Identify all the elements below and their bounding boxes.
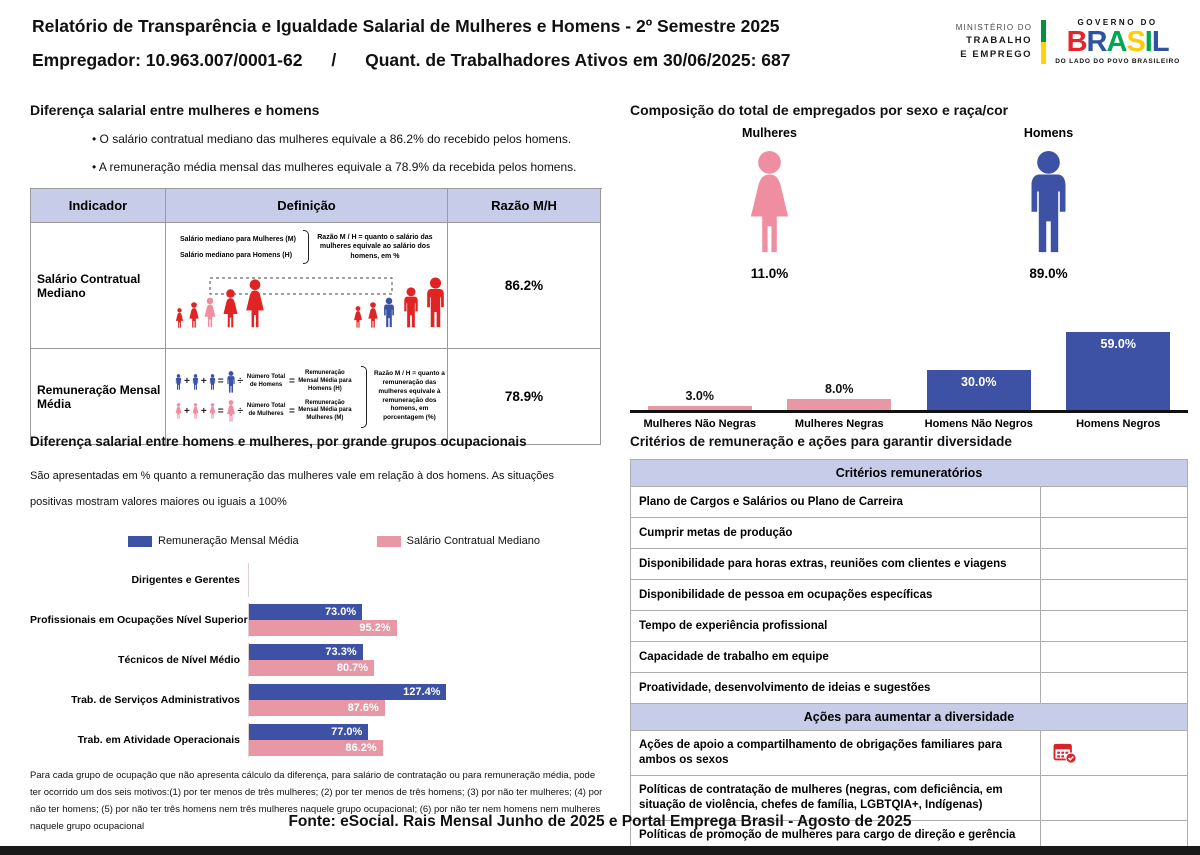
- ministry-wordmark: [956, 23, 1033, 60]
- bullet-median-salary: • O salário contratual mediano das mulheres equivale a 86.2% do recebido pelos homens.: [92, 132, 602, 146]
- section-composition: [630, 102, 1188, 430]
- ministry-line1: MINISTÉRIO DO: [955, 23, 1033, 32]
- legend-swatch-blue: [128, 536, 152, 547]
- gov-logo-bottom-text: DO LADO DO POVO BRASILEIRO: [1055, 58, 1180, 65]
- bar-value-label: 127.4%: [403, 686, 441, 698]
- criteria-label: Ações de apoio a compartilhamento de obrigações familiares para ambos os sexos: [631, 731, 1041, 775]
- page-title: Relatório de Transparência e Igualdade Salarial de Mulheres e Homens - 2º Semestre 2025: [32, 16, 780, 36]
- category-label: Mulheres Não Negras: [643, 418, 756, 430]
- median-women-label: Salário mediano para Mulheres (M): [180, 235, 296, 243]
- ratio-explanation: Razão M / H = quanto o salário das mulheres equivale ao salário dos homens, em %: [317, 233, 433, 260]
- criteria-row: [631, 518, 1187, 549]
- man-icon: [225, 371, 237, 393]
- criteria-value-cell: [1041, 611, 1187, 641]
- bar: [249, 740, 383, 756]
- definition-mean-remuneration: [166, 349, 448, 445]
- bullet-mean-remuneration: • A remuneração média mensal das mulheres equivale a 78.9% da recebida pelos homens.: [92, 160, 602, 174]
- bar: [1066, 332, 1170, 410]
- criteria-row: [631, 580, 1187, 611]
- legend-swatch-pink: [377, 536, 401, 547]
- bar-value-label: 73.3%: [325, 646, 357, 658]
- criteria-value-cell: [1041, 642, 1187, 672]
- woman-icon: [208, 403, 217, 419]
- criteria-value-cell: [1041, 673, 1187, 703]
- brasil-letter: A: [1106, 26, 1127, 58]
- salary-gap-title: Diferença salarial entre mulheres e homens: [30, 102, 320, 118]
- bar: [249, 620, 397, 636]
- occupation-row: [30, 603, 612, 637]
- bottom-edge-bar: [0, 846, 1200, 855]
- woman-icon: [742, 150, 797, 254]
- occupations-bar-chart: [30, 563, 612, 757]
- active-workers: Quant. de Trabalhadores Ativos em 30/06/2025: 687: [365, 50, 791, 70]
- indicator-table: [30, 188, 602, 445]
- occupation-label: Trab. de Serviços Administrativos: [71, 694, 240, 706]
- criteria-label: Políticas de contratação de mulheres (negras, com deficiência, em situação de violência, chefes de família, LGBTQIA+, Indígenas): [631, 776, 1041, 820]
- brasil-letter: R: [1086, 26, 1107, 58]
- criteria-label: Capacidade de trabalho em equipe: [631, 642, 1041, 672]
- bracket-shape: [361, 366, 367, 428]
- employer-line: [32, 50, 912, 71]
- bracket-shape: [303, 230, 309, 264]
- legend-item-mensal-media: [128, 535, 299, 547]
- composition-bar-chart: [630, 317, 1188, 413]
- criteria-value-cell: [1041, 487, 1187, 517]
- section-criteria: [630, 434, 1188, 852]
- median-men-label: Salário mediano para Homens (H): [180, 251, 293, 259]
- bar-value-label: 8.0%: [825, 382, 854, 397]
- composition-bar-group: [909, 370, 1049, 410]
- bar: [927, 370, 1031, 410]
- man-icon: [191, 374, 200, 390]
- criteria-value-cell: [1041, 580, 1187, 610]
- pictogram-women: [630, 126, 909, 281]
- occupations-footnote: Para cada grupo de ocupação que não apresenta cálculo da diferença, para salário de contratação ou para remuneração média, pode ter ocorrido um dos seis motivos:(1) por ter menos de três mulheres; (2) por ter menos de três homens; (3) por não ter mulheres; (4) por não ter homens; (5) por não ter três homens nem três mulheres naquele grupo ocupacional; (6) por não ter nem homens nem mulheres naquele grupo ocupacional: [30, 770, 603, 833]
- criteria-row: [631, 673, 1187, 704]
- criteria-section-header: Ações para aumentar a diversidade: [631, 704, 1187, 731]
- woman-icon: [174, 403, 183, 419]
- indicator-median-salary: Salário Contratual Mediano: [31, 223, 166, 349]
- sex-pictograms: [630, 126, 1188, 281]
- occupations-legend: [128, 535, 612, 547]
- category-label: Homens Não Negros: [924, 418, 1033, 430]
- people-comparison-diagram: [174, 264, 450, 330]
- bar: [648, 406, 752, 410]
- occupations-title: Diferença salarial entre homens e mulheres, por grande grupos ocupacionais: [30, 434, 527, 449]
- criteria-section-header: Critérios remuneratórios: [631, 460, 1187, 487]
- brasil-wordmark: [1055, 28, 1180, 57]
- employer-id: Empregador: 10.963.007/0001-62: [32, 50, 303, 70]
- criteria-label: Proatividade, desenvolvimento de ideias e sugestões: [631, 673, 1041, 703]
- occupation-label: Técnicos de Nível Médio: [118, 654, 240, 666]
- salary-gap-bullets: [92, 132, 602, 174]
- brasil-letter: S: [1126, 26, 1145, 58]
- col-header-razao: Razão M/H: [448, 189, 601, 223]
- separator: /: [331, 50, 337, 70]
- equation-line: + + = ÷ Número Total de Homens = Remuneração Mensal Média para Homens (H): [174, 370, 354, 393]
- bar-pair: [248, 643, 612, 677]
- criteria-label: Disponibilidade para horas extras, reuniões com clientes e viagens: [631, 549, 1041, 579]
- bar: [249, 724, 368, 740]
- indicator-mean-remuneration-label: Remuneração Mensal Média: [37, 382, 161, 411]
- pictogram-women-value: 11.0%: [750, 266, 789, 281]
- indicator-mean-remuneration: [31, 349, 166, 445]
- flag-colors-divider: [1041, 20, 1046, 64]
- bar: [249, 644, 363, 660]
- bar-value-label: 30.0%: [961, 375, 997, 390]
- report-header: [32, 16, 912, 71]
- bar-pair: [248, 683, 612, 717]
- legend-label: Remuneração Mensal Média: [158, 535, 299, 547]
- bar: [787, 399, 891, 410]
- woman-icon: [191, 403, 200, 419]
- man-icon: [174, 374, 183, 390]
- ratio-explanation: Razão M / H = quanto a remuneração das mulheres equivale à remuneração dos homens, em porcentagem (%): [373, 370, 445, 422]
- criteria-title: Critérios de remuneração e ações para garantir diversidade: [630, 434, 1012, 449]
- criteria-row: [631, 611, 1187, 642]
- man-icon: [1021, 150, 1076, 254]
- people-pictogram-strip: [166, 264, 447, 335]
- criteria-label: Disponibilidade de pessoa em ocupações específicas: [631, 580, 1041, 610]
- ratio-mean-remuneration: 78.9%: [448, 349, 601, 445]
- bar-value-label: 86.2%: [345, 742, 377, 754]
- criteria-label: Cumprir metas de produção: [631, 518, 1041, 548]
- criteria-value-cell: [1041, 549, 1187, 579]
- criteria-row: [631, 731, 1187, 776]
- definition-median-salary: [166, 223, 448, 349]
- man-icon: [208, 374, 217, 390]
- ministry-line3: E EMPREGO: [960, 49, 1033, 60]
- bar-value-label: 95.2%: [359, 622, 391, 634]
- composition-bar-group: [630, 389, 770, 410]
- occupation-row: [30, 643, 612, 677]
- criteria-row: [631, 487, 1187, 518]
- composition-bar-group: [770, 382, 910, 410]
- criteria-value-cell: [1041, 731, 1187, 775]
- occupation-row: [30, 723, 612, 757]
- col-header-indicador: Indicador: [31, 189, 166, 223]
- composition-category-labels: [630, 418, 1188, 430]
- criteria-label: Políticas de promoção de mulheres para cargo de direção e gerência: [631, 821, 1041, 851]
- bar-pair: [248, 563, 612, 597]
- section-salary-gap: [30, 102, 602, 445]
- composition-bar-group: [1049, 332, 1189, 410]
- brasil-letter: I: [1144, 26, 1152, 58]
- brasil-letter: B: [1066, 26, 1087, 58]
- ratio-median-salary: 86.2%: [448, 223, 601, 349]
- category-label: Homens Negros: [1076, 418, 1161, 430]
- criteria-label: Tempo de experiência profissional: [631, 611, 1041, 641]
- bar-value-label: 73.0%: [324, 606, 357, 618]
- section-occupations: [30, 434, 612, 835]
- ministry-line2: TRABALHO: [966, 35, 1033, 46]
- criteria-table: [630, 459, 1188, 852]
- bar-value-label: 3.0%: [685, 389, 714, 403]
- pictogram-men: [909, 126, 1188, 281]
- occupation-row: [30, 563, 612, 597]
- occupation-row: [30, 683, 612, 717]
- occupations-subtitle: São apresentadas em % quanto a remuneração das mulheres vale em relação à dos homens. As situações positivas mostram valores maiores ou iguais a 100%: [30, 470, 555, 508]
- pictogram-men-value: 89.0%: [1029, 266, 1068, 281]
- pictogram-women-label: Mulheres: [742, 126, 797, 140]
- bar-empty: [249, 580, 612, 596]
- criteria-row: [631, 642, 1187, 673]
- governo-do-brasil-logo: [1055, 18, 1184, 65]
- bar-value-label: 77.0%: [331, 726, 363, 738]
- equation-rows: [174, 370, 354, 423]
- bar-value-label: 59.0%: [1100, 337, 1136, 352]
- pictogram-men-label: Homens: [1023, 126, 1074, 140]
- equation-line: + + = ÷ Número Total de Mulheres = Remuneração Mensal Média para Mulheres (M): [174, 400, 354, 423]
- legend-label: Salário Contratual Mediano: [406, 535, 540, 547]
- occupation-label: Dirigentes e Gerentes: [131, 574, 240, 586]
- criteria-row: [631, 549, 1187, 580]
- composition-title: Composição do total de empregados por sexo e raça/cor: [630, 102, 1009, 118]
- bar-value-label: 87.6%: [347, 702, 379, 714]
- bar-empty: [249, 564, 612, 580]
- bar-pair: [248, 603, 612, 637]
- bar-value-label: 80.7%: [336, 662, 369, 674]
- man-icon: [909, 150, 1188, 254]
- criteria-label: Plano de Cargos e Salários ou Plano de Carreira: [631, 487, 1041, 517]
- woman-icon: [630, 150, 909, 254]
- bar: [249, 660, 374, 676]
- col-header-definicao: Definição: [166, 189, 448, 223]
- bar-pair: [248, 723, 612, 757]
- legend-item-contratual-mediano: [377, 535, 540, 547]
- gov-logo-top-text: GOVERNO DO: [1077, 18, 1158, 27]
- bar: [249, 604, 362, 620]
- criteria-value-cell: [1041, 518, 1187, 548]
- woman-icon: [225, 400, 237, 422]
- gov-branding: [956, 18, 1184, 65]
- source-footer: Fonte: eSocial. Rais Mensal Junho de 2025 e Portal Emprega Brasil - Agosto de 2025: [288, 813, 912, 830]
- occupation-label: Profissionais em Ocupações Nível Superior: [30, 614, 248, 626]
- brasil-letter: L: [1151, 26, 1169, 58]
- bar: [249, 700, 385, 716]
- occupation-label: Trab. em Atividade Operacionais: [77, 734, 240, 746]
- bar: [249, 684, 446, 700]
- category-label: Mulheres Negras: [794, 418, 884, 430]
- calendar-check-icon: [1053, 742, 1077, 764]
